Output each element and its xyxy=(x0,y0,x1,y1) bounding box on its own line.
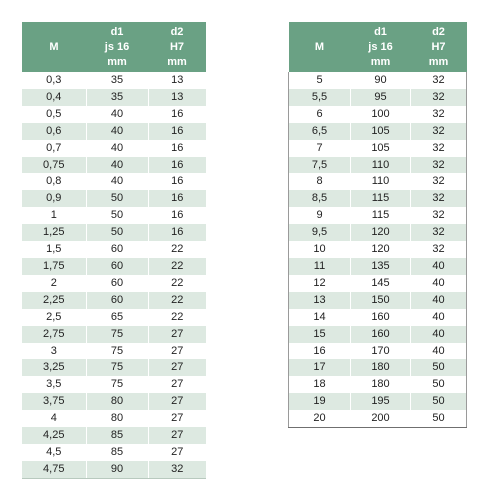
cell-d2: 32 xyxy=(411,123,467,140)
cell-m: 0,6 xyxy=(22,123,86,140)
table-row xyxy=(22,258,206,275)
cell-m: 18 xyxy=(289,376,351,393)
table-body xyxy=(289,72,467,428)
size-table-left xyxy=(22,22,206,479)
cell-d1: 200 xyxy=(351,410,411,427)
cell-d1: 120 xyxy=(351,241,411,258)
cell-m: 11 xyxy=(289,258,351,275)
header-m: M xyxy=(289,22,351,72)
cell-m: 13 xyxy=(289,292,351,309)
header-d1: d1 js 16 mm xyxy=(351,22,411,72)
cell-m: 1,5 xyxy=(22,241,86,258)
cell-d2: 50 xyxy=(411,393,467,410)
cell-d2: 32 xyxy=(411,190,467,207)
cell-d2: 16 xyxy=(148,123,206,140)
table-row xyxy=(289,89,467,106)
cell-d1: 60 xyxy=(86,275,148,292)
table-row xyxy=(22,106,206,123)
cell-m: 9 xyxy=(289,207,351,224)
table-row xyxy=(289,326,467,343)
cell-d1: 75 xyxy=(86,376,148,393)
cell-m: 20 xyxy=(289,410,351,427)
cell-d2: 32 xyxy=(411,140,467,157)
cell-d2: 16 xyxy=(148,173,206,190)
table-header xyxy=(22,22,206,72)
cell-m: 2,75 xyxy=(22,326,86,343)
cell-d1: 195 xyxy=(351,393,411,410)
cell-d1: 150 xyxy=(351,292,411,309)
cell-d1: 40 xyxy=(86,106,148,123)
table-row xyxy=(289,241,467,258)
cell-d1: 95 xyxy=(351,89,411,106)
cell-d1: 75 xyxy=(86,359,148,376)
table-row xyxy=(289,173,467,190)
cell-d2: 40 xyxy=(411,258,467,275)
cell-d1: 85 xyxy=(86,444,148,461)
cell-d1: 35 xyxy=(86,89,148,106)
table-row xyxy=(22,309,206,326)
cell-d2: 32 xyxy=(411,89,467,106)
cell-d2: 40 xyxy=(411,343,467,360)
cell-m: 4 xyxy=(22,410,86,427)
header-d2: d2 H7 mm xyxy=(148,22,206,72)
cell-d2: 40 xyxy=(411,275,467,292)
cell-d1: 110 xyxy=(351,173,411,190)
table-row xyxy=(289,376,467,393)
cell-m: 19 xyxy=(289,393,351,410)
cell-m: 5 xyxy=(289,72,351,89)
table-row xyxy=(22,292,206,309)
table-body xyxy=(22,72,206,478)
cell-d1: 105 xyxy=(351,123,411,140)
cell-d2: 40 xyxy=(411,309,467,326)
cell-m: 2 xyxy=(22,275,86,292)
cell-m: 0,3 xyxy=(22,72,86,89)
cell-d2: 50 xyxy=(411,410,467,427)
cell-d1: 50 xyxy=(86,190,148,207)
table-row xyxy=(22,224,206,241)
cell-d2: 22 xyxy=(148,292,206,309)
cell-m: 0,4 xyxy=(22,89,86,106)
table-row xyxy=(289,343,467,360)
cell-m: 0,8 xyxy=(22,173,86,190)
cell-m: 3,25 xyxy=(22,359,86,376)
cell-d2: 32 xyxy=(411,224,467,241)
table-row xyxy=(289,359,467,376)
cell-m: 14 xyxy=(289,309,351,326)
cell-d2: 32 xyxy=(411,207,467,224)
cell-m: 1,25 xyxy=(22,224,86,241)
cell-d1: 85 xyxy=(86,427,148,444)
cell-d2: 27 xyxy=(148,393,206,410)
table-row xyxy=(289,309,467,326)
cell-m: 7,5 xyxy=(289,157,351,174)
cell-d1: 75 xyxy=(86,326,148,343)
cell-d1: 40 xyxy=(86,140,148,157)
cell-d1: 160 xyxy=(351,326,411,343)
cell-m: 3 xyxy=(22,343,86,360)
cell-d1: 50 xyxy=(86,224,148,241)
table-row xyxy=(22,343,206,360)
table-row xyxy=(289,140,467,157)
cell-d1: 110 xyxy=(351,157,411,174)
cell-m: 17 xyxy=(289,359,351,376)
table-row xyxy=(22,326,206,343)
table-row xyxy=(22,444,206,461)
table-row xyxy=(289,275,467,292)
cell-d2: 32 xyxy=(148,461,206,478)
cell-m: 4,75 xyxy=(22,461,86,478)
cell-d2: 16 xyxy=(148,224,206,241)
cell-d1: 115 xyxy=(351,207,411,224)
cell-d1: 160 xyxy=(351,309,411,326)
table-row xyxy=(22,461,206,478)
cell-m: 12 xyxy=(289,275,351,292)
cell-m: 3,75 xyxy=(22,393,86,410)
cell-d2: 32 xyxy=(411,72,467,89)
cell-d1: 40 xyxy=(86,123,148,140)
cell-d2: 16 xyxy=(148,140,206,157)
cell-d2: 22 xyxy=(148,258,206,275)
table-row xyxy=(22,123,206,140)
cell-m: 10 xyxy=(289,241,351,258)
table-row xyxy=(22,376,206,393)
cell-m: 0,9 xyxy=(22,190,86,207)
cell-m: 3,5 xyxy=(22,376,86,393)
cell-d2: 40 xyxy=(411,292,467,309)
cell-d2: 32 xyxy=(411,241,467,258)
cell-d1: 105 xyxy=(351,140,411,157)
cell-m: 0,5 xyxy=(22,106,86,123)
table-row xyxy=(22,207,206,224)
cell-d1: 60 xyxy=(86,241,148,258)
table-row xyxy=(22,190,206,207)
cell-d2: 22 xyxy=(148,275,206,292)
cell-d1: 50 xyxy=(86,207,148,224)
header-m: M xyxy=(22,22,86,72)
cell-d1: 180 xyxy=(351,359,411,376)
cell-d1: 40 xyxy=(86,157,148,174)
cell-d1: 100 xyxy=(351,106,411,123)
cell-d1: 135 xyxy=(351,258,411,275)
table-row xyxy=(22,89,206,106)
size-table-right xyxy=(288,22,467,428)
table-row xyxy=(22,359,206,376)
cell-d2: 40 xyxy=(411,326,467,343)
table-row xyxy=(22,72,206,89)
cell-d2: 32 xyxy=(411,106,467,123)
cell-d1: 75 xyxy=(86,343,148,360)
table-row xyxy=(22,427,206,444)
cell-d2: 16 xyxy=(148,106,206,123)
cell-d1: 40 xyxy=(86,173,148,190)
table-row xyxy=(289,258,467,275)
cell-d1: 120 xyxy=(351,224,411,241)
cell-m: 2,25 xyxy=(22,292,86,309)
cell-m: 2,5 xyxy=(22,309,86,326)
table-header xyxy=(289,22,467,72)
cell-d1: 80 xyxy=(86,393,148,410)
cell-m: 6 xyxy=(289,106,351,123)
table-row xyxy=(22,140,206,157)
cell-d2: 27 xyxy=(148,343,206,360)
cell-d2: 16 xyxy=(148,157,206,174)
cell-d2: 32 xyxy=(411,173,467,190)
table-row xyxy=(289,393,467,410)
cell-m: 8,5 xyxy=(289,190,351,207)
header-d2: d2 H7 mm xyxy=(411,22,467,72)
cell-d2: 13 xyxy=(148,72,206,89)
cell-m: 0,7 xyxy=(22,140,86,157)
table-row xyxy=(22,393,206,410)
cell-d2: 50 xyxy=(411,376,467,393)
cell-m: 9,5 xyxy=(289,224,351,241)
header-d1: d1 js 16 mm xyxy=(86,22,148,72)
cell-d2: 22 xyxy=(148,309,206,326)
cell-m: 4,5 xyxy=(22,444,86,461)
cell-d1: 115 xyxy=(351,190,411,207)
cell-d1: 60 xyxy=(86,258,148,275)
cell-d2: 50 xyxy=(411,359,467,376)
cell-d2: 27 xyxy=(148,326,206,343)
cell-m: 7 xyxy=(289,140,351,157)
cell-d1: 60 xyxy=(86,292,148,309)
cell-m: 4,25 xyxy=(22,427,86,444)
cell-m: 0,75 xyxy=(22,157,86,174)
table-row xyxy=(289,410,467,427)
cell-m: 5,5 xyxy=(289,89,351,106)
cell-m: 1 xyxy=(22,207,86,224)
cell-d1: 180 xyxy=(351,376,411,393)
cell-d2: 27 xyxy=(148,427,206,444)
cell-d1: 65 xyxy=(86,309,148,326)
cell-d1: 35 xyxy=(86,72,148,89)
cell-d2: 32 xyxy=(411,157,467,174)
table-row xyxy=(289,207,467,224)
table-row xyxy=(289,123,467,140)
cell-m: 16 xyxy=(289,343,351,360)
cell-m: 8 xyxy=(289,173,351,190)
table-row xyxy=(289,72,467,89)
table-row xyxy=(22,275,206,292)
cell-d2: 27 xyxy=(148,376,206,393)
table-row xyxy=(289,292,467,309)
cell-m: 1,75 xyxy=(22,258,86,275)
cell-d1: 90 xyxy=(86,461,148,478)
cell-d2: 27 xyxy=(148,444,206,461)
cell-d2: 13 xyxy=(148,89,206,106)
cell-m: 6,5 xyxy=(289,123,351,140)
cell-d2: 16 xyxy=(148,207,206,224)
table-row xyxy=(289,106,467,123)
table-row xyxy=(289,224,467,241)
table-row xyxy=(22,410,206,427)
table-row xyxy=(22,173,206,190)
table-row xyxy=(22,157,206,174)
cell-d1: 80 xyxy=(86,410,148,427)
table-row xyxy=(289,190,467,207)
cell-d1: 145 xyxy=(351,275,411,292)
cell-d1: 90 xyxy=(351,72,411,89)
cell-d2: 27 xyxy=(148,359,206,376)
cell-m: 15 xyxy=(289,326,351,343)
cell-d2: 27 xyxy=(148,410,206,427)
table-row xyxy=(22,241,206,258)
cell-d2: 22 xyxy=(148,241,206,258)
cell-d2: 16 xyxy=(148,190,206,207)
table-row xyxy=(289,157,467,174)
cell-d1: 170 xyxy=(351,343,411,360)
